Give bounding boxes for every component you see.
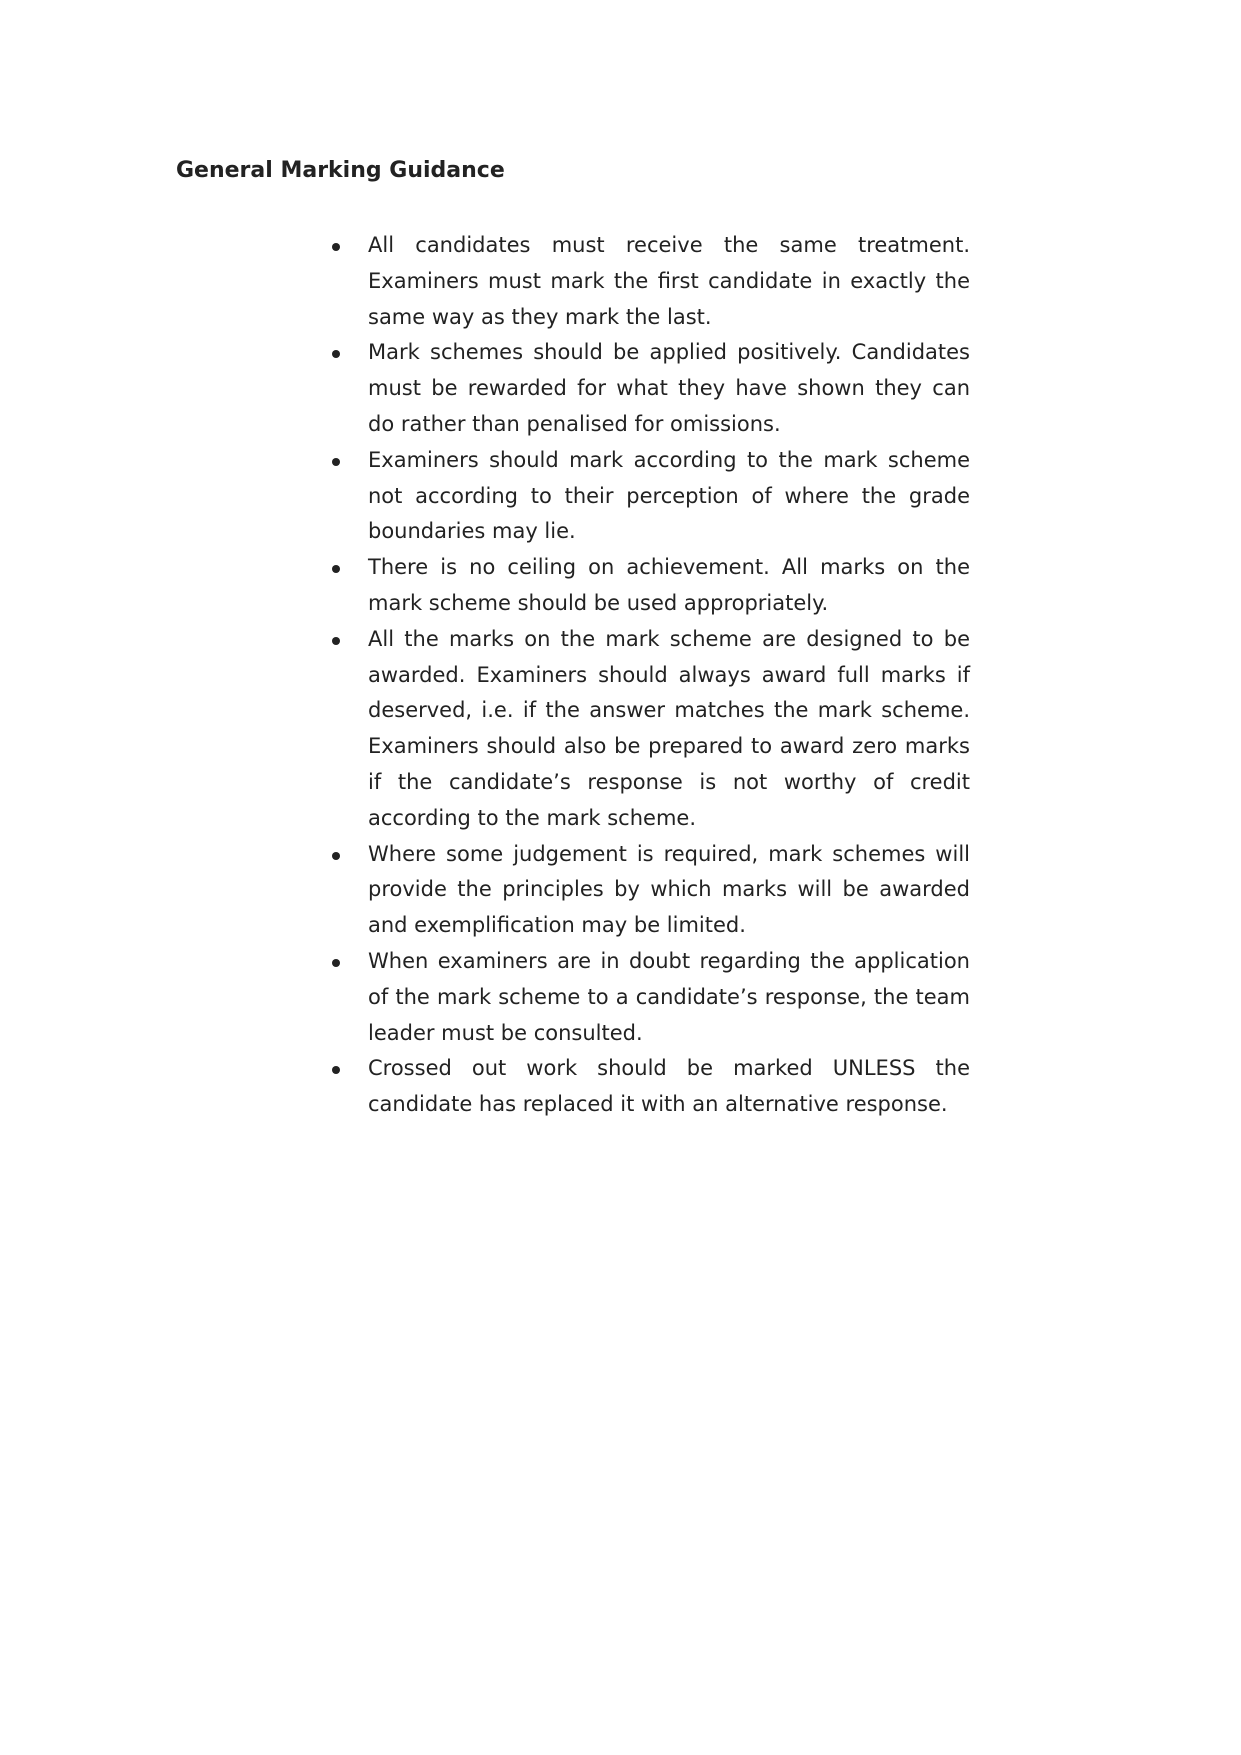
bullet-icon [332, 243, 340, 251]
list-item-text: When examiners are in doubt regarding the application of the mark scheme to a candidate’s response, the team leader must be consulted. [368, 948, 970, 1045]
bullet-icon [332, 1066, 340, 1074]
bullet-icon [332, 458, 340, 466]
list-item-text: Where some judgement is required, mark schemes will provide the principles by which marks will be awarded and exemplification may be limited. [368, 841, 970, 938]
list-item-text: Mark schemes should be applied positively. Candidates must be rewarded for what they have shown they can do rather than penalised for omissions. [368, 340, 970, 436]
list-item-text: All the marks on the mark scheme are designed to be awarded. Examiners should always award full marks if deserved, i.e. if the answer matches the mark scheme. Examiners should also be prepared to award zero marks if the candidate’s response is not worthy of credit according to the mark scheme. [368, 626, 970, 830]
list-item [330, 837, 970, 944]
list-item [330, 335, 970, 442]
list-item-text: Crossed out work should be marked UNLESS the candidate has replaced it with an alternative response. [368, 1056, 970, 1117]
bullet-icon [332, 852, 340, 860]
bullet-icon [332, 565, 340, 573]
list-item [330, 228, 970, 335]
bullet-icon [332, 959, 340, 967]
list-item [330, 550, 970, 622]
bullet-icon [332, 350, 340, 358]
page-title: General Marking Guidance [176, 158, 505, 183]
list-item-text: There is no ceiling on achievement. All marks on the mark scheme should be used appropriately. [368, 555, 970, 615]
guidance-list [330, 228, 970, 1123]
list-item [330, 1051, 970, 1123]
list-item-text: All candidates must receive the same treatment. Examiners must mark the first candidate in exactly the same way as they mark the last. [368, 233, 970, 329]
bullet-icon [332, 637, 340, 645]
list-item [330, 944, 970, 1051]
list-item-text: Examiners should mark according to the mark scheme not according to their perception of where the grade boundaries may lie. [368, 447, 970, 544]
list-item [330, 443, 970, 550]
list-item [330, 622, 970, 837]
